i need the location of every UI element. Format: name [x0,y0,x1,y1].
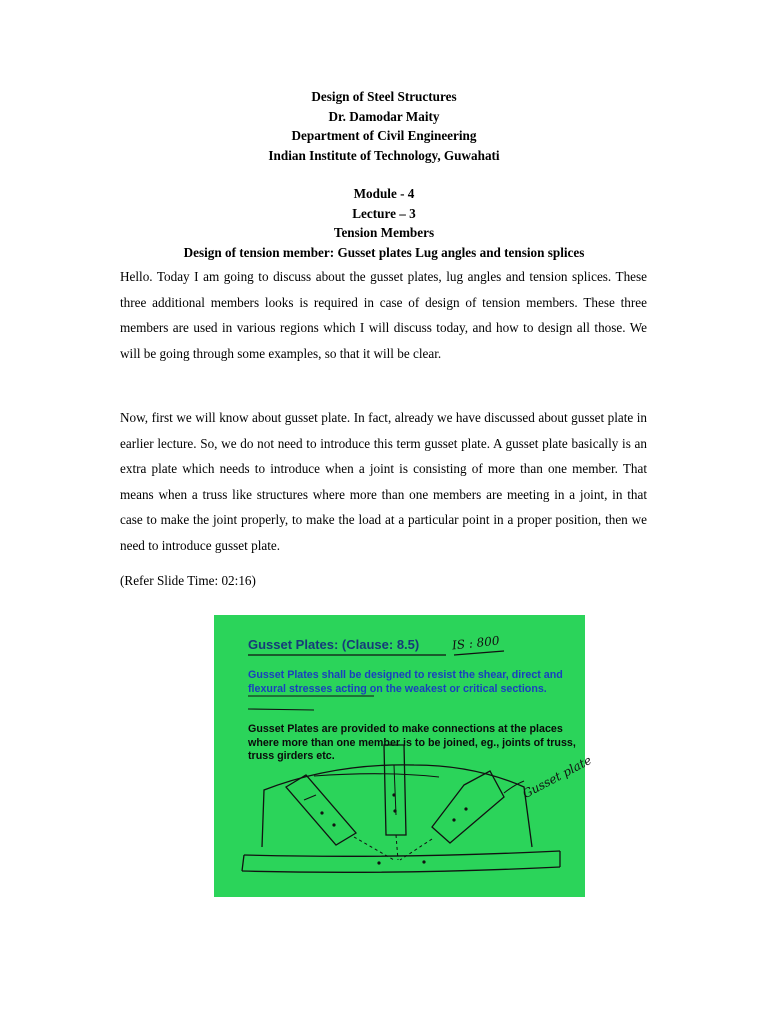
author-name: Dr. Damodar Maity [328,108,440,124]
lecture-slide-image [214,615,594,897]
handwritten-is800-note: IS : 800 [451,633,501,653]
institute-name: Indian Institute of Technology, Guwahati [268,147,500,163]
paragraph-intro: Hello. Today I am going to discuss about the gusset plates, lug angles and tension splices. These three additional members looks is required in case of design of tension members. These three members are used in various regions which I will discuss today, and how to design all those. We will be going through some examples, so that it will be clear. [120,269,647,361]
slide-black-text: Gusset Plates are provided to make connections at the places where more than one member is to be joined, eg., joints of truss, truss girders etc. [248,723,576,762]
department-name: Department of Civil Engineering [291,128,477,143]
slide-blue-text: Gusset Plates shall be designed to resist the shear, direct and flexural stresses acting on the weakest or critical sections. [248,669,563,695]
lecture-subtitle: Design of tension member: Gusset plates Lug angles and tension splices [183,244,585,260]
document-header [0,87,768,262]
course-title: Design of Steel Structures [311,89,457,104]
lecture-number: Lecture – 3 [352,205,416,221]
truss-joint-sketch [214,615,585,897]
slide-title: Gusset Plates: (Clause: 8.5) [248,637,420,652]
paragraph-gusset-plate: Now, first we will know about gusset plate. In fact, already we have discussed about gusset plate in earlier lecture. So, we do not need to introduce this term gusset plate. A gusset plate basically is an extra plate which needs to introduce when a joint is consisting of more than one member. That means when a truss like structures where more than one members are meeting in a joint, in that case to make the joint properly, to make the load at a particular point in a proper position, then we need to introduce gusset plate. [120,410,647,553]
gusset-plate-label: Gusset plate [520,752,594,802]
refer-slide-time: (Refer Slide Time: 02:16) [120,573,256,588]
module-number: Module - 4 [353,186,415,201]
topic-title: Tension Members [333,225,435,240]
